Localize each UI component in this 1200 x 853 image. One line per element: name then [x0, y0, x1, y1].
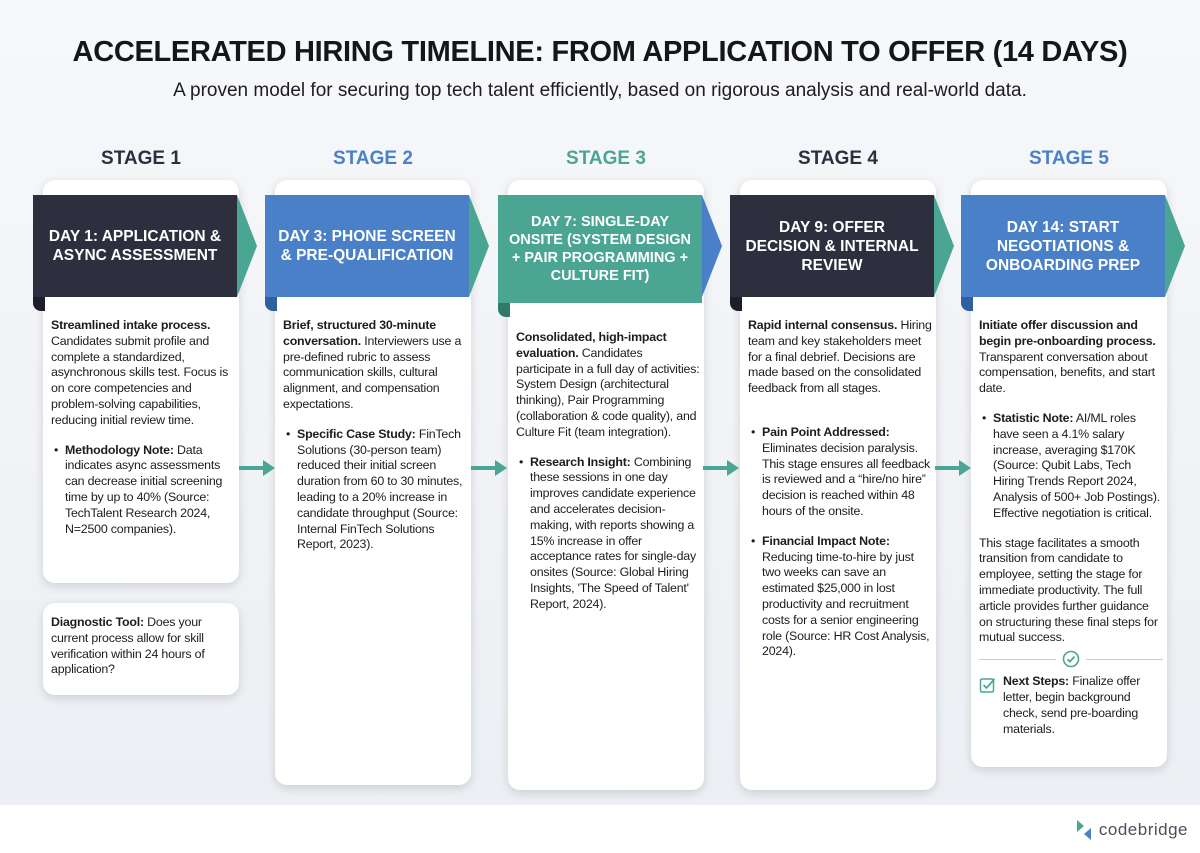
- stage-banner: DAY 7: SINGLE-DAY ONSITE (SYSTEM DESIGN + PAIR PROGRAMMING + CULTURE FIT): [498, 195, 702, 303]
- stage-body: Brief, structured 30-minute conversation. Interviewers use a pre-defined rubric to assess communication skills, cultural alignment, and compensation expectations. • Specific Case Study: FinTech Solutions (30-person team) reduced their initial screen duration from 60 to 30 minutes, leading to a 20% increase in candidate throughput (Source: Internal FinTech Solutions Report, 2023).: [283, 318, 467, 567]
- stage-3-column: [508, 148, 704, 611]
- stage-label: STAGE 4: [798, 148, 878, 169]
- stage-label: STAGE 5: [1029, 148, 1109, 169]
- stage-5-column: [971, 148, 1167, 736]
- logo-icon: [1075, 818, 1093, 842]
- lead-bold: Streamlined intake process.: [51, 318, 211, 332]
- check-circle-icon: [1062, 650, 1080, 668]
- stage-banner: DAY 9: OFFER DECISION & INTERNAL REVIEW: [730, 195, 934, 297]
- next-steps: Next Steps: Finalize offer letter, begin background check, send pre-boarding materials.: [979, 674, 1163, 737]
- stage-label: STAGE 2: [333, 148, 413, 169]
- stage-body: Rapid internal consensus. Hiring team and key stakeholders meet for a final debrief. Decisions are made based on the consolidated feedback from all stages. • Pain Point Addressed: Eliminates decision paralysis. This stage ensures all feedback is reviewed and a “hire/no hire” decision is reached within 48 hours of the onsite. • Financial Impact Note: Reducing time-to-hire by just two weeks can save an estimated $25,000 in lost productivity and recruitment costs for a senior engineering role (Source: HR Cost Analysis, 2024).: [748, 318, 932, 674]
- bullet-item: • Research Insight: Combining these sessions in one day improves candidate experience and accelerates decision-making, with reports showing a 15% increase in offer acceptance rates for single-day onsites (Source: Global Hiring Insights, 'The Speed of Talent' Report, 2024).: [530, 455, 700, 613]
- stage-body: [51, 318, 235, 551]
- page-subtitle: A proven model for securing top tech talent efficiently, based on rigorous analysis and real-world data.: [173, 80, 1027, 101]
- bullet-item: • Methodology Note: Data indicates async assessments can decrease initial screening time by up to 40% (Source: TechTalent Research 2024, N=2500 companies).: [65, 443, 235, 538]
- diagnostic-bold: Diagnostic Tool:: [51, 615, 144, 629]
- stage-label: STAGE 1: [101, 148, 181, 169]
- stage-banner: DAY 1: APPLICATION & ASYNC ASSESSMENT: [33, 195, 237, 297]
- arrow-right-icon: [703, 460, 739, 476]
- stage-label: STAGE 3: [566, 148, 646, 169]
- footer: [0, 805, 1200, 853]
- codebridge-logo: [1075, 818, 1188, 842]
- stage-2-column: [275, 148, 471, 552]
- stage-body: Consolidated, high-impact evaluation. Candidates participate in a full day of activities: System Design (architectural thinking), Pair Programming (collaboration & code quality), and Culture Fit (team integration). • Research Insight: Combining these sessions in one day improves candidate experience and accelerates decision-making, with reports showing a 15% increase in offer acceptance rates for single-day onsites (Source: Global Hiring Insights, 'The Speed of Talent' Report, 2024).: [516, 330, 700, 627]
- stage-body: Initiate offer discussion and begin pre-onboarding process. Transparent conversation about compensation, benefits, and start date. • Statistic Note: AI/ML roles have seen a 4.1% salary increase, averaging $170K (Source: Qubit Labs, Tech Hiring Trends Report 2024, Analysis of 500+ Job Postings). Effective negotiation is critical. This stage facilitates a smooth transition from candidate to employee, setting the stage for immediate productivity. The full article provides further guidance on structuring these final steps for mutual success. Next Steps: Finalize offer letter, begin background check, send pre-boarding materials.: [979, 318, 1163, 737]
- logo-text: codebridge: [1098, 820, 1188, 839]
- bullet-item: • Pain Point Addressed: Eliminates decision paralysis. This stage ensures all feedback is reviewed and a “hire/no hire” decision is reached within 48 hours of the onsite.: [762, 425, 932, 520]
- diagnostic-text: Does your current process allow for skill verification within 24 hours of application?: [51, 615, 205, 677]
- bullet-item: • Financial Impact Note: Reducing time-to-hire by just two weeks can save an estimated $25,000 in lost productivity and recruitment costs for a senior engineering role (Source: HR Cost Analysis, 2024).: [762, 534, 932, 660]
- checkbox-icon: [979, 676, 997, 694]
- lead-text: Candidates submit profile and complete a standardized, asynchronous skills test. Focus is on core competencies and problem-solving capabilities, reducing initial review time.: [51, 333, 229, 427]
- closing-text: This stage facilitates a smooth transition from candidate to employee, setting the stage for immediate productivity. The full article provides further guidance on structuring these final steps for mutual success.: [979, 535, 1158, 645]
- diagnostic-tool-card: [43, 603, 239, 695]
- stage-1-column: [43, 148, 239, 536]
- divider: [979, 650, 1163, 668]
- bullet-item: • Statistic Note: AI/ML roles have seen a 4.1% salary increase, averaging $170K (Source: Qubit Labs, Tech Hiring Trends Report 2024, Analysis of 500+ Job Postings). Effective negotiation is critical.: [993, 411, 1163, 522]
- stage-4-column: [740, 148, 936, 659]
- arrow-right-icon: [935, 460, 971, 476]
- arrow-right-icon: [471, 460, 507, 476]
- arrow-right-icon: [239, 460, 275, 476]
- stage-banner: DAY 14: START NEGOTIATIONS & ONBOARDING PREP: [961, 195, 1165, 297]
- stage-banner: DAY 3: PHONE SCREEN & PRE-QUALIFICATION: [265, 195, 469, 297]
- page-title: ACCELERATED HIRING TIMELINE: FROM APPLICATION TO OFFER (14 DAYS): [72, 36, 1128, 68]
- bullet-item: • Specific Case Study: FinTech Solutions (30-person team) reduced their initial screen duration from 60 to 30 minutes, leading to a 20% increase in candidate throughput (Source: Internal FinTech Solutions Report, 2023).: [297, 427, 467, 553]
